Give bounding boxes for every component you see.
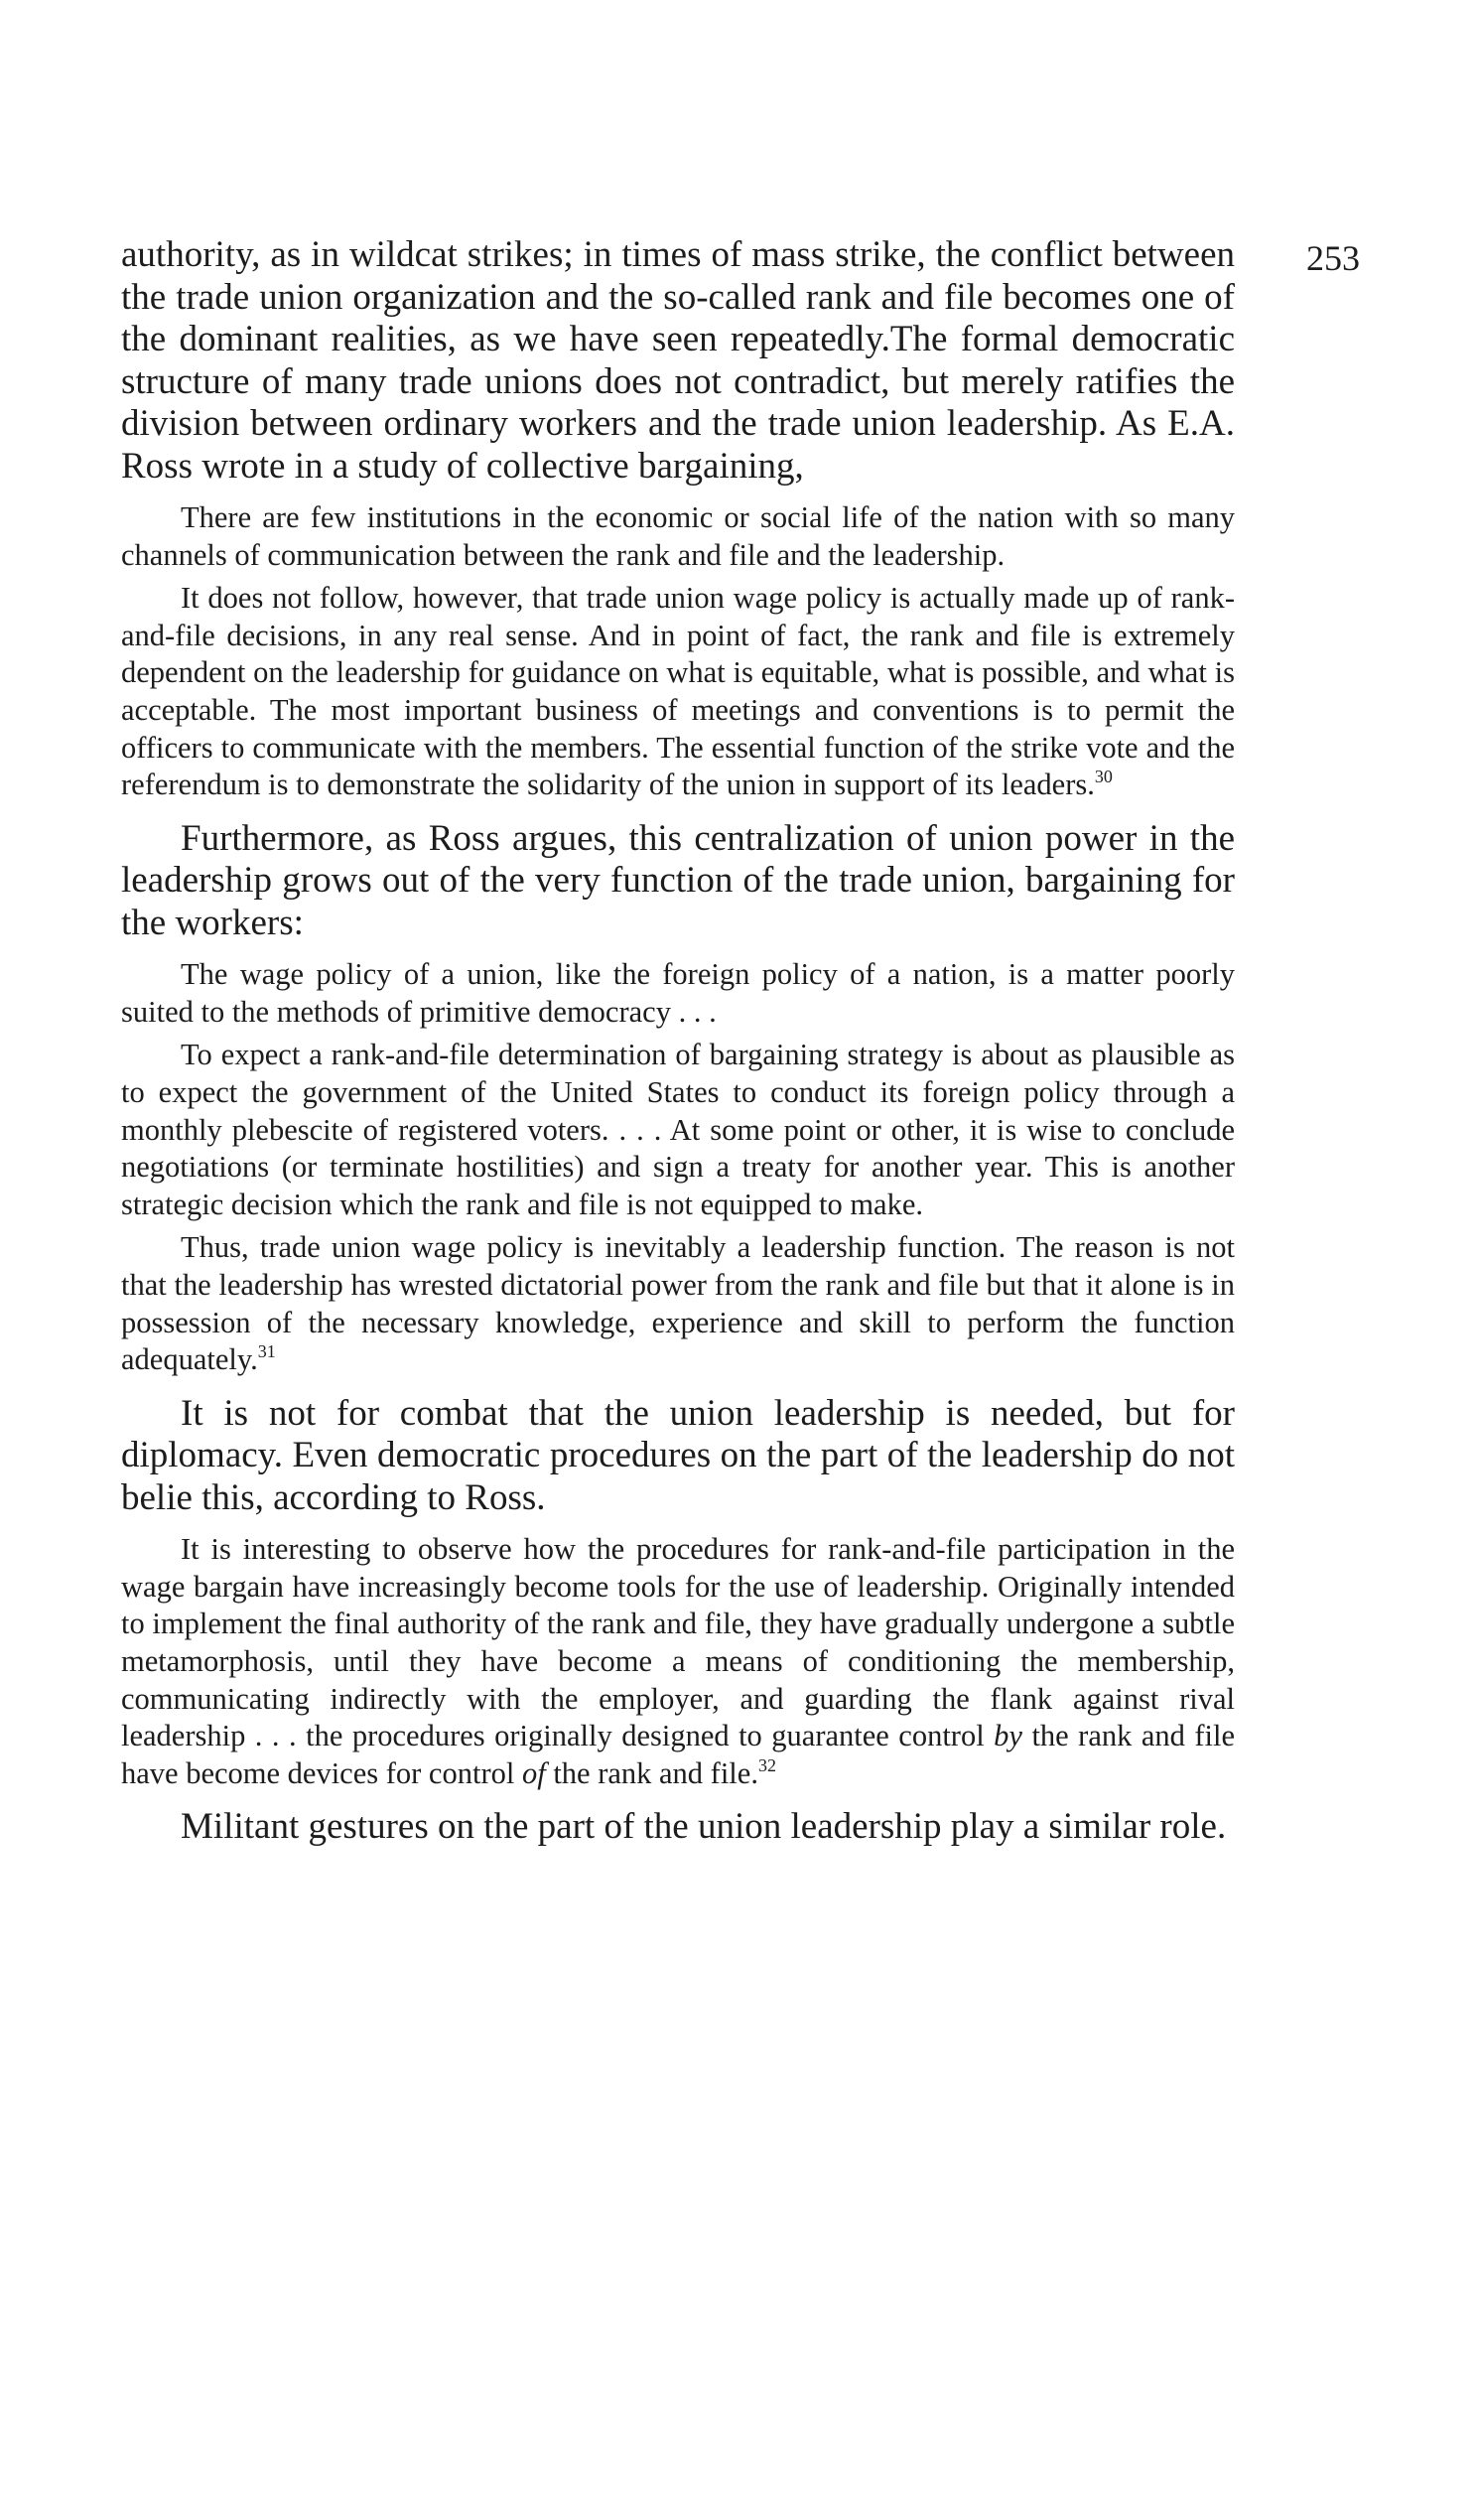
- block-quote-paragraph: [121, 1229, 1235, 1378]
- footnote-marker: 31: [257, 1341, 276, 1362]
- footnote-marker: 32: [757, 1754, 776, 1775]
- emphasis-of: of: [521, 1755, 546, 1790]
- block-quote-paragraph: [121, 580, 1235, 804]
- page-number: 253: [1306, 238, 1360, 278]
- quote-text: It is interesting to observe how the procedures for rank-and-file participation in the wage bargain have increasingly become tools for the use of leadership. Originally intended to implement the final authority of the rank and file, they have gradually undergone a subtle metamorphosis, until they have become a means of conditioning the membership, communicating indirectly with the employer, and guarding the flank against rival leadership . . . the procedures originally designed to guarantee control: [121, 1532, 1235, 1753]
- quote-text: the rank and file have become devices for control: [121, 1719, 1236, 1790]
- emphasis-by: by: [994, 1719, 1022, 1753]
- block-quote-paragraph: The wage policy of a union, like the foreign policy of a nation, is a matter poorly suited to the methods of primitive democracy . . .: [121, 957, 1235, 1029]
- quote-text: the rank and file.: [545, 1755, 758, 1790]
- body-paragraph: Militant gestures on the part of the union leadership play a similar role.: [181, 1806, 1227, 1848]
- body-paragraph: Furthermore, as Ross argues, this centralization of union power in the leadership grows out of the very function of the trade union, bargaining for the workers:: [121, 817, 1235, 943]
- footnote-marker: 30: [1094, 767, 1113, 787]
- quote-text: Thus, trade union wage policy is inevitably a leadership function. The reason is not that the leadership has wrested dictatorial power from the rank and file but that it alone is in possession of the necessary knowledge, experience and skill to perform the function adequately.: [121, 1230, 1235, 1377]
- block-quote-paragraph: There are few institutions in the economic or social life of the nation with so many channels of communication between the rank and file and the leadership.: [121, 500, 1235, 572]
- body-paragraph: It is not for combat that the union leadership is needed, but for diplomacy. Even democratic procedures on the part of the leadership do not belie this, according to Ross.: [121, 1392, 1235, 1518]
- block-quote-paragraph: To expect a rank-and-file determination of bargaining strategy is about as plausible as to expect the government of the United States to conduct its foreign policy through a monthly plebescite of registered voters. . . . At some point or other, it is wise to conclude negotiations (or terminate hostilities) and sign a treaty for another year. This is another strategic decision which the rank and file is not equipped to make.: [121, 1038, 1235, 1221]
- quote-text: It does not follow, however, that trade union wage policy is actually made up of rank-and-file decisions, in any real sense. And in point of fact, the rank and file is extremely dependent on the leadership for guidance on what is equitable, what is possible, and what is acceptable. The most important business of meetings and conventions is to permit the officers to communicate with the members. The essential function of the strike vote and the referendum is to demonstrate the solidarity of the union in support of its leaders.: [121, 581, 1235, 802]
- block-quote-paragraph: [121, 1531, 1235, 1792]
- text-column: [121, 234, 1235, 1849]
- body-paragraph: authority, as in wildcat strikes; in times of mass strike, the conflict between the trade union organization and the so-called rank and file becomes one of the dominant realities, as we have seen repeatedly.The formal democratic structure of many trade unions does not contradict, but merely ratifies the division between ordinary workers and the trade union leadership. As E.A. Ross wrote in a study of collective bargaining,: [121, 234, 1235, 487]
